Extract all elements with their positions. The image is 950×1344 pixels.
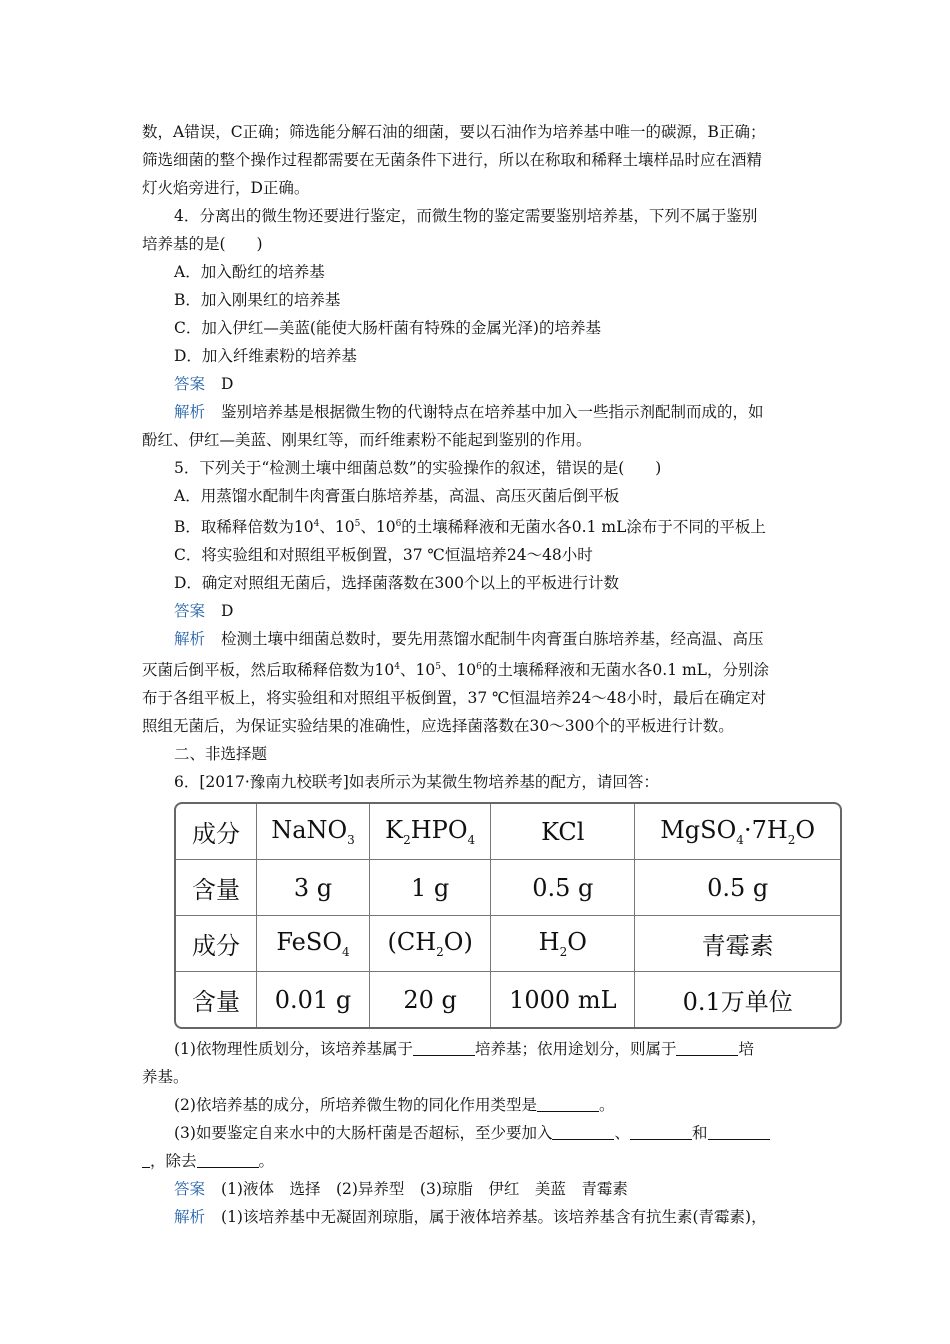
text-span: O (795, 816, 816, 845)
table-cell (257, 804, 370, 860)
table-cell: 青霉素 (635, 916, 840, 972)
q6-sub-1 (142, 1035, 822, 1063)
answer-blank[interactable] (552, 1123, 614, 1140)
table-cell (370, 916, 491, 972)
text-span: 、10 (399, 661, 436, 679)
table-row (176, 804, 840, 860)
q4-analysis (142, 398, 822, 426)
text-span: 培养基；依用途划分，则属于 (474, 1040, 677, 1058)
text-span: (2)依培养基的成分，所培养微生物的同化作用类型是 (174, 1096, 537, 1114)
table-cell: 成分 (176, 916, 257, 972)
q6-sub-3 (142, 1119, 822, 1147)
table-cell: 0.5 g (635, 860, 840, 916)
q6-analysis (142, 1203, 822, 1231)
table-row (176, 972, 840, 1027)
text-span: 培 (738, 1040, 754, 1058)
text-span: (CH (387, 928, 437, 957)
text-span: MgSO (660, 816, 737, 845)
text-span: 、10 (360, 518, 396, 536)
sub: 3 (347, 832, 355, 847)
analysis-text: (1)该培养基中无凝固剂琼脂，属于液体培养基。该培养基含有抗生素(青霉素)， (221, 1208, 767, 1226)
q5-analysis (142, 625, 822, 653)
q6-stem: 6．[2017·豫南九校联考]如表所示为某微生物培养基的配方，请回答： (174, 773, 659, 791)
q6-sub-2 (142, 1091, 822, 1119)
q6-answer (142, 1175, 822, 1203)
text-span: HPO (410, 816, 468, 845)
table-row (176, 916, 840, 972)
q4-option-c: C．加入伊红—美蓝(能使大肠杆菌有特殊的金属光泽)的培养基 (174, 319, 601, 337)
text-span: (3)如要鉴定自来水中的大肠杆菌是否超标，至少要加入 (174, 1124, 553, 1142)
text-span: H (538, 928, 560, 957)
answer-value: (1)液体 选择 (2)异养型 (3)琼脂 伊红 美蓝 青霉素 (221, 1180, 628, 1198)
text-span: 灭菌后倒平板，然后取稀释倍数为10 (142, 661, 395, 679)
text-span: 和 (691, 1124, 708, 1142)
sub: 4 (342, 944, 350, 959)
q5-option-d: D．确定对照组无菌后，选择菌落数在300个以上的平板进行计数 (174, 574, 620, 592)
answer-value: D (221, 602, 234, 620)
sup: 5 (435, 662, 441, 672)
text-span: 、 (614, 1124, 630, 1142)
analysis-label: 解析 (174, 403, 206, 421)
text-span: 、10 (440, 661, 477, 679)
sup: 4 (313, 519, 320, 529)
table-cell: KCl (491, 804, 635, 860)
medium-formula-table (174, 802, 842, 1029)
table-cell: 0.01 g (257, 972, 370, 1027)
table-cell (635, 804, 840, 860)
q6-sub-1-cont: 养基。 (142, 1068, 189, 1086)
sub: 4 (736, 832, 744, 847)
text-span: B．取稀释倍数为10 (174, 518, 314, 536)
answer-value: D (221, 375, 234, 393)
text-span: FeSO (276, 928, 343, 957)
document-page (142, 118, 822, 1231)
text-span: (1)依物理性质划分，该培养基属于 (174, 1040, 413, 1058)
q5-analysis-line-2 (142, 653, 822, 684)
text-span: 。 (258, 1152, 275, 1170)
table-cell: 成分 (176, 804, 257, 860)
sub: 2 (559, 944, 568, 959)
text-span: K (385, 816, 404, 845)
answer-blank[interactable] (676, 1039, 738, 1056)
answer-label: 答案 (174, 375, 206, 393)
sup: 4 (394, 662, 400, 672)
q5-option-a: A．用蒸馏水配制牛肉膏蛋白胨培养基，高温、高压灭菌后倒平板 (174, 487, 620, 505)
q5-analysis-line-4: 照组无菌后，为保证实验结果的准确性，应选择菌落数在30～300个的平板进行计数。 (142, 717, 734, 735)
q4-option-d: D．加入纤维素粉的培养基 (174, 347, 357, 365)
text-span: O (567, 928, 587, 957)
q4-stem: 4．分离出的微生物还要进行鉴定，而微生物的鉴定需要鉴别培养基，下列不属于鉴别 (174, 207, 758, 225)
table-cell: 1 g (370, 860, 491, 916)
sup: 6 (476, 662, 482, 672)
sub: 4 (467, 832, 476, 847)
table-row (176, 860, 840, 916)
text-span: 、10 (319, 518, 355, 536)
answer-label: 答案 (174, 1180, 206, 1198)
q4-option-b: B．加入刚果红的培养基 (174, 291, 341, 309)
analysis-text: 检测土壤中细菌总数时，要先用蒸馏水配制牛肉膏蛋白胨培养基，经高温、高压 (221, 630, 764, 648)
table-cell: 0.5 g (491, 860, 635, 916)
q5-answer (142, 597, 822, 625)
table-cell (257, 916, 370, 972)
sub: 2 (787, 832, 796, 847)
text-span: NaNO (271, 816, 348, 845)
table-cell: 0.1万单位 (682, 988, 793, 1016)
table-cell (370, 804, 491, 860)
table-cell: 20 g (370, 972, 491, 1027)
sup: 6 (395, 519, 402, 529)
analysis-label: 解析 (174, 1208, 206, 1226)
analysis-label: 解析 (174, 630, 206, 648)
q4-stem-cont: 培养基的是( ) (142, 235, 263, 253)
sub: 2 (436, 944, 444, 959)
q5-option-b (142, 510, 822, 541)
text-span: ·7H (743, 816, 788, 845)
answer-blank[interactable] (413, 1039, 475, 1056)
text-span: 的土壤稀释液和无菌水各0.1 mL涂布于不同的平板上 (401, 518, 766, 536)
table-cell: 1000 mL (491, 972, 635, 1027)
analysis-text: 鉴别培养基是根据微生物的代谢特点在培养基中加入一些指示剂配制而成的，如 (221, 403, 764, 421)
q5-option-c: C．将实验组和对照组平板倒置，37 ℃恒温培养24～48小时 (174, 546, 593, 564)
q4-option-a: A．加入酚红的培养基 (174, 263, 325, 281)
q4-answer (142, 370, 822, 398)
sup: 5 (354, 519, 361, 529)
answer-blank[interactable] (537, 1095, 599, 1112)
intro-line-2: 筛选细菌的整个操作过程都需要在无菌条件下进行，所以在称取和稀释土壤样品时应在酒精 (142, 151, 763, 169)
intro-line-3: 灯火焰旁进行，D正确。 (142, 179, 310, 197)
table-cell: 含量 (176, 972, 257, 1027)
table-cell (491, 916, 635, 972)
sub: 2 (403, 832, 411, 847)
q4-analysis-cont: 酚红、伊红—美蓝、刚果红等，而纤维素粉不能起到鉴别的作用。 (142, 431, 592, 449)
answer-label: 答案 (174, 602, 206, 620)
answer-blank[interactable] (708, 1123, 770, 1140)
section-heading: 二、非选择题 (174, 745, 268, 763)
q5-stem: 5．下列关于“检测土壤中细菌总数”的实验操作的叙述，错误的是( ) (174, 459, 662, 477)
table-cell: 3 g (257, 860, 370, 916)
q5-analysis-line-3: 布于各组平板上，将实验组和对照组平板倒置，37 ℃恒温培养24～48小时，最后在确定对 (142, 689, 766, 707)
intro-line-1: 数，A错误，C正确；筛选能分解石油的细菌，要以石油作为培养基中唯一的碳源，B正确； (142, 123, 766, 141)
text-span: ，除去 (150, 1152, 197, 1170)
answer-blank[interactable] (142, 1151, 150, 1168)
text-span: 。 (598, 1096, 615, 1114)
answer-blank[interactable] (630, 1123, 692, 1140)
text-span: 的土壤稀释液和无菌水各0.1 mL，分别涂 (481, 661, 769, 679)
table-cell: 含量 (176, 860, 257, 916)
answer-blank[interactable] (197, 1151, 259, 1168)
q6-sub-3-cont (142, 1147, 822, 1175)
text-span: O) (443, 928, 473, 957)
